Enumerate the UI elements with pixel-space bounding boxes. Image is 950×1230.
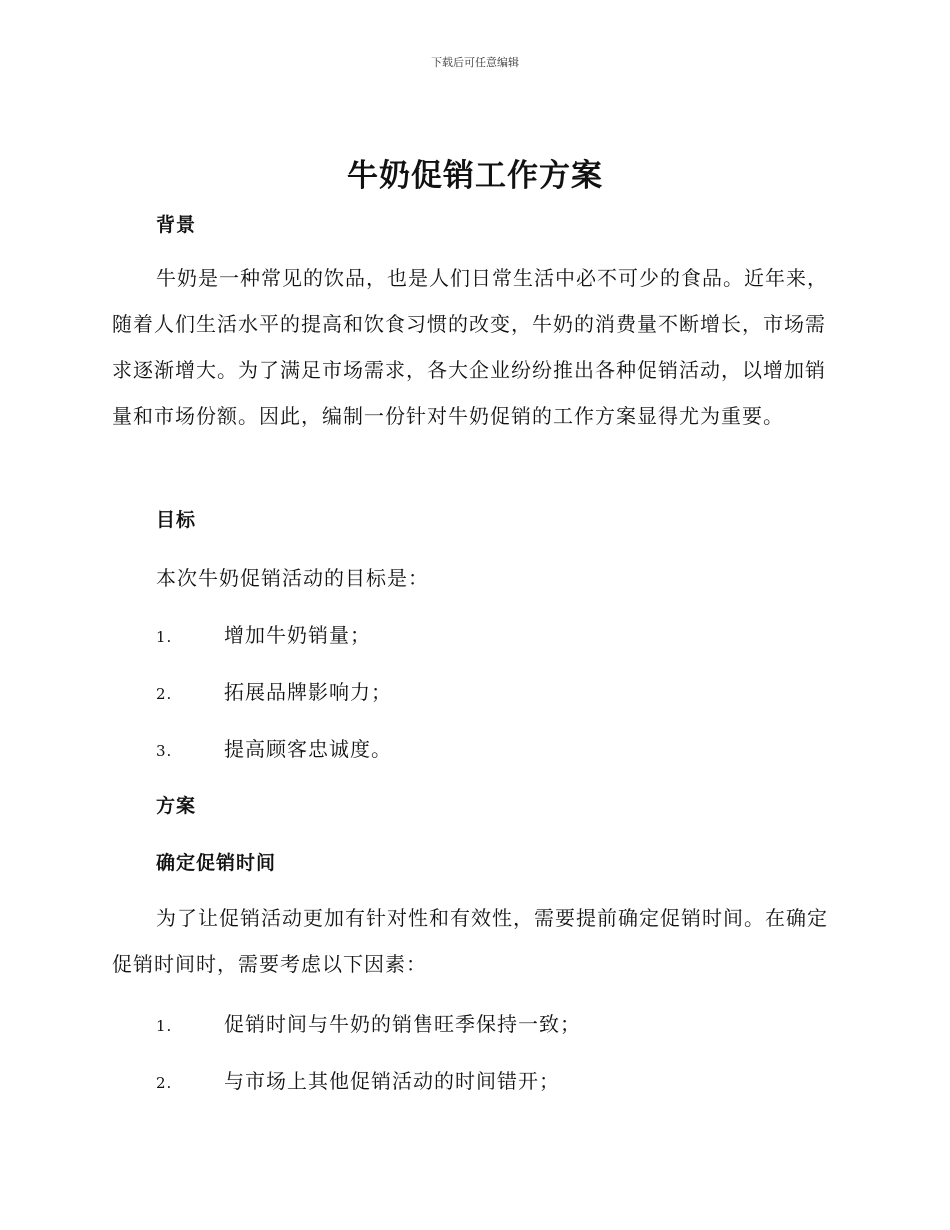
list-item xyxy=(156,733,836,762)
document-title: 牛奶促销工作方案 xyxy=(347,158,603,194)
list-item xyxy=(156,1065,836,1094)
list-number: 2. xyxy=(156,685,173,703)
list-text: 与市场上其他促销活动的时间错开； xyxy=(224,1069,560,1093)
goal-intro: 本次牛奶促销活动的目标是： xyxy=(156,566,429,590)
time-paragraph: 为了让促销活动更加有针对性和有效性，需要提前确定促销时间。在确定促销时间时，需要考虑以下因素： xyxy=(112,906,828,976)
list-number: 2. xyxy=(156,1074,173,1092)
list-text: 促销时间与牛奶的销售旺季保持一致； xyxy=(224,1012,581,1036)
section-heading-plan: 方案 xyxy=(156,795,197,817)
list-number: 1. xyxy=(156,1017,173,1035)
list-text: 提高顾客忠诚度。 xyxy=(224,737,392,761)
list-item xyxy=(156,1008,836,1037)
section-heading-goal: 目标 xyxy=(156,509,197,531)
list-item xyxy=(156,676,836,705)
list-item xyxy=(156,619,836,648)
list-text: 增加牛奶销量； xyxy=(224,623,371,647)
background-paragraph: 牛奶是一种常见的饮品，也是人们日常生活中必不可少的食品。近年来，随着人们生活水平的提高和饮食习惯的改变，牛奶的消费量不断增长，市场需求逐渐增大。为了满足市场需求，各大企业纷纷推出各种促销活动，以增加销量和市场份额。因此，编制一份针对牛奶促销的工作方案显得尤为重要。 xyxy=(112,266,828,428)
list-number: 3. xyxy=(156,742,173,760)
subsection-heading-time: 确定促销时间 xyxy=(156,852,277,874)
list-text: 拓展品牌影响力； xyxy=(224,680,392,704)
page-header: 下载后可任意编辑 xyxy=(431,56,519,69)
list-number: 1. xyxy=(156,628,173,646)
section-heading-background: 背景 xyxy=(156,214,197,236)
